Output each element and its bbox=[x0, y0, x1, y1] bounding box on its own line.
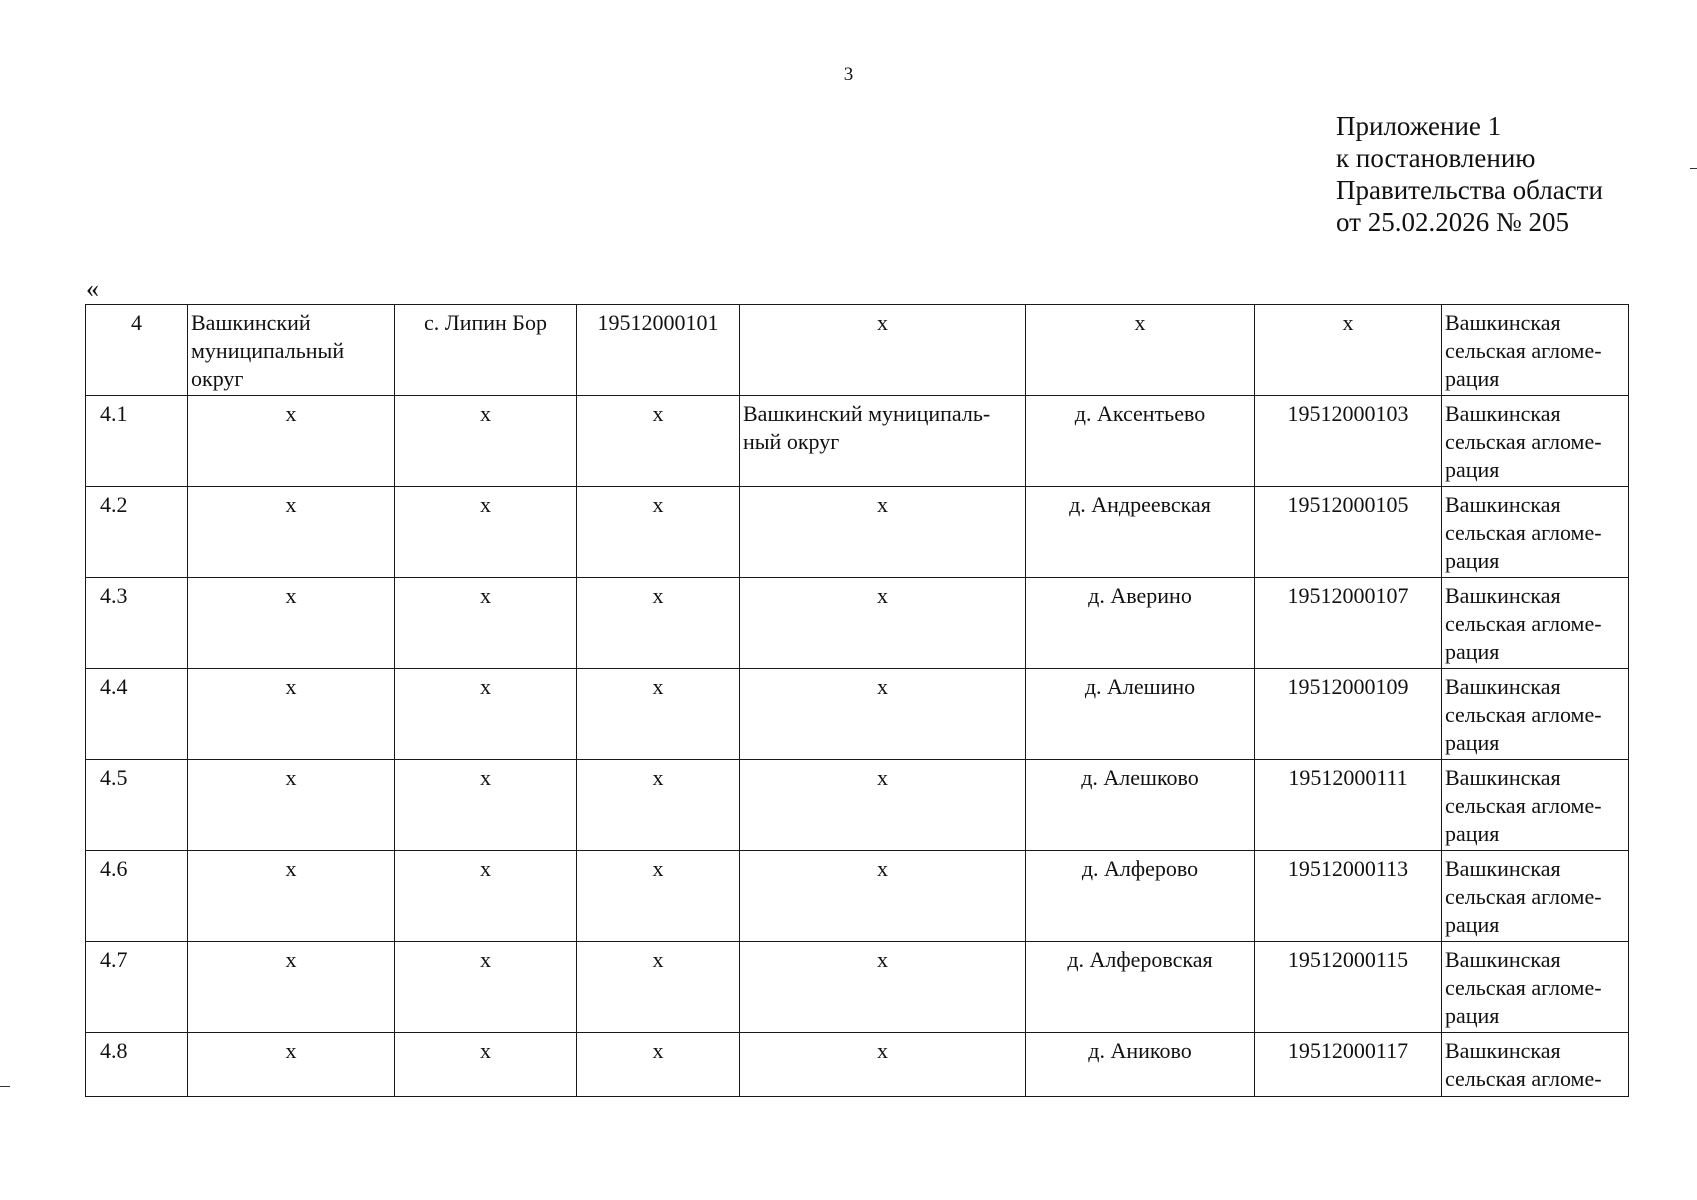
center-cell: х bbox=[395, 669, 577, 760]
appendix-reference: к постановлению bbox=[1336, 143, 1536, 173]
settlement-cell: д. Аверино bbox=[1026, 578, 1255, 669]
agglomeration-cell: Вашкинская сельская агломе-рация bbox=[1442, 578, 1629, 669]
margin-mark-right bbox=[1690, 168, 1697, 169]
table-row bbox=[86, 396, 1629, 487]
settlement-code-cell: 19512000115 bbox=[1255, 942, 1442, 1033]
settlement-code-cell: х bbox=[1255, 305, 1442, 396]
settlement-district-cell: х bbox=[740, 669, 1026, 760]
settlement-cell: д. Алешково bbox=[1026, 760, 1255, 851]
appendix-issuer: Правительства области bbox=[1336, 175, 1603, 205]
agglomeration-cell: Вашкинская сельская агломе-рация bbox=[1442, 942, 1629, 1033]
appendix-date-number: от 25.02.2026 № 205 bbox=[1336, 207, 1569, 237]
table-row bbox=[86, 487, 1629, 578]
table-row bbox=[86, 851, 1629, 942]
row-number-cell: 4.6 bbox=[86, 851, 188, 942]
table-row bbox=[86, 305, 1629, 396]
district-cell: х bbox=[188, 760, 395, 851]
table-row bbox=[86, 669, 1629, 760]
table-row bbox=[86, 578, 1629, 669]
center-code-cell: х bbox=[577, 487, 740, 578]
settlement-code-cell: 19512000107 bbox=[1255, 578, 1442, 669]
row-number-cell: 4.4 bbox=[86, 669, 188, 760]
center-cell: х bbox=[395, 760, 577, 851]
settlement-district-cell: Вашкинский муниципаль-ный округ bbox=[740, 396, 1026, 487]
settlement-cell: д. Алферово bbox=[1026, 851, 1255, 942]
settlement-district-cell: х bbox=[740, 1033, 1026, 1097]
district-cell: х bbox=[188, 1033, 395, 1097]
center-cell: х bbox=[395, 851, 577, 942]
agglomeration-cell: Вашкинская сельская агломе-рация bbox=[1442, 396, 1629, 487]
center-code-cell: х bbox=[577, 851, 740, 942]
table-row bbox=[86, 942, 1629, 1033]
table-body bbox=[86, 305, 1629, 1097]
row-number-cell: 4.8 bbox=[86, 1033, 188, 1097]
district-cell: х bbox=[188, 578, 395, 669]
center-cell: с. Липин Бор bbox=[395, 305, 577, 396]
settlement-code-cell: 19512000105 bbox=[1255, 487, 1442, 578]
settlement-cell: д. Аксентьево bbox=[1026, 396, 1255, 487]
row-number-cell: 4.1 bbox=[86, 396, 188, 487]
agglomeration-cell: Вашкинская сельская агломе-рация bbox=[1442, 760, 1629, 851]
agglomeration-cell: Вашкинская сельская агломе-рация bbox=[1442, 669, 1629, 760]
settlement-district-cell: х bbox=[740, 305, 1026, 396]
center-cell: х bbox=[395, 942, 577, 1033]
table-row bbox=[86, 1033, 1629, 1097]
center-code-cell: х bbox=[577, 942, 740, 1033]
agglomeration-cell: Вашкинская сельская агломе-рация bbox=[1442, 305, 1629, 396]
agglomeration-cell: Вашкинская сельская агломе-рация bbox=[1442, 487, 1629, 578]
agglomeration-table bbox=[85, 304, 1629, 1097]
district-cell: х bbox=[188, 487, 395, 578]
row-number-cell: 4 bbox=[86, 305, 188, 396]
settlement-cell: х bbox=[1026, 305, 1255, 396]
center-code-cell: х bbox=[577, 578, 740, 669]
row-number-cell: 4.3 bbox=[86, 578, 188, 669]
district-cell: Вашкинский муниципальный округ bbox=[188, 305, 395, 396]
center-code-cell: х bbox=[577, 669, 740, 760]
settlement-code-cell: 19512000111 bbox=[1255, 760, 1442, 851]
center-cell: х bbox=[395, 487, 577, 578]
page-number: 3 bbox=[843, 64, 854, 85]
agglomeration-cell: Вашкинская сельская агломе- bbox=[1442, 1033, 1629, 1097]
agglomeration-cell: Вашкинская сельская агломе-рация bbox=[1442, 851, 1629, 942]
row-number-cell: 4.7 bbox=[86, 942, 188, 1033]
settlement-district-cell: х bbox=[740, 760, 1026, 851]
district-cell: х bbox=[188, 942, 395, 1033]
district-cell: х bbox=[188, 851, 395, 942]
center-cell: х bbox=[395, 578, 577, 669]
margin-mark-left bbox=[0, 1086, 10, 1087]
settlement-cell: д. Алешино bbox=[1026, 669, 1255, 760]
center-code-cell: х bbox=[577, 760, 740, 851]
district-cell: х bbox=[188, 396, 395, 487]
table-row bbox=[86, 760, 1629, 851]
center-code-cell: х bbox=[577, 1033, 740, 1097]
center-code-cell: 19512000101 bbox=[577, 305, 740, 396]
center-cell: х bbox=[395, 1033, 577, 1097]
center-code-cell: х bbox=[577, 396, 740, 487]
settlement-cell: д. Андреевская bbox=[1026, 487, 1255, 578]
settlement-code-cell: 19512000109 bbox=[1255, 669, 1442, 760]
settlement-cell: д. Алферовская bbox=[1026, 942, 1255, 1033]
settlement-code-cell: 19512000103 bbox=[1255, 396, 1442, 487]
settlement-district-cell: х bbox=[740, 487, 1026, 578]
settlement-district-cell: х bbox=[740, 851, 1026, 942]
row-number-cell: 4.5 bbox=[86, 760, 188, 851]
settlement-district-cell: х bbox=[740, 578, 1026, 669]
district-cell: х bbox=[188, 669, 395, 760]
appendix-header bbox=[1336, 110, 1603, 238]
appendix-title: Приложение 1 bbox=[1336, 111, 1502, 141]
settlement-district-cell: х bbox=[740, 942, 1026, 1033]
settlement-cell: д. Аниково bbox=[1026, 1033, 1255, 1097]
center-cell: х bbox=[395, 396, 577, 487]
settlement-code-cell: 19512000117 bbox=[1255, 1033, 1442, 1097]
opening-quote: « bbox=[86, 274, 99, 303]
settlement-code-cell: 19512000113 bbox=[1255, 851, 1442, 942]
row-number-cell: 4.2 bbox=[86, 487, 188, 578]
